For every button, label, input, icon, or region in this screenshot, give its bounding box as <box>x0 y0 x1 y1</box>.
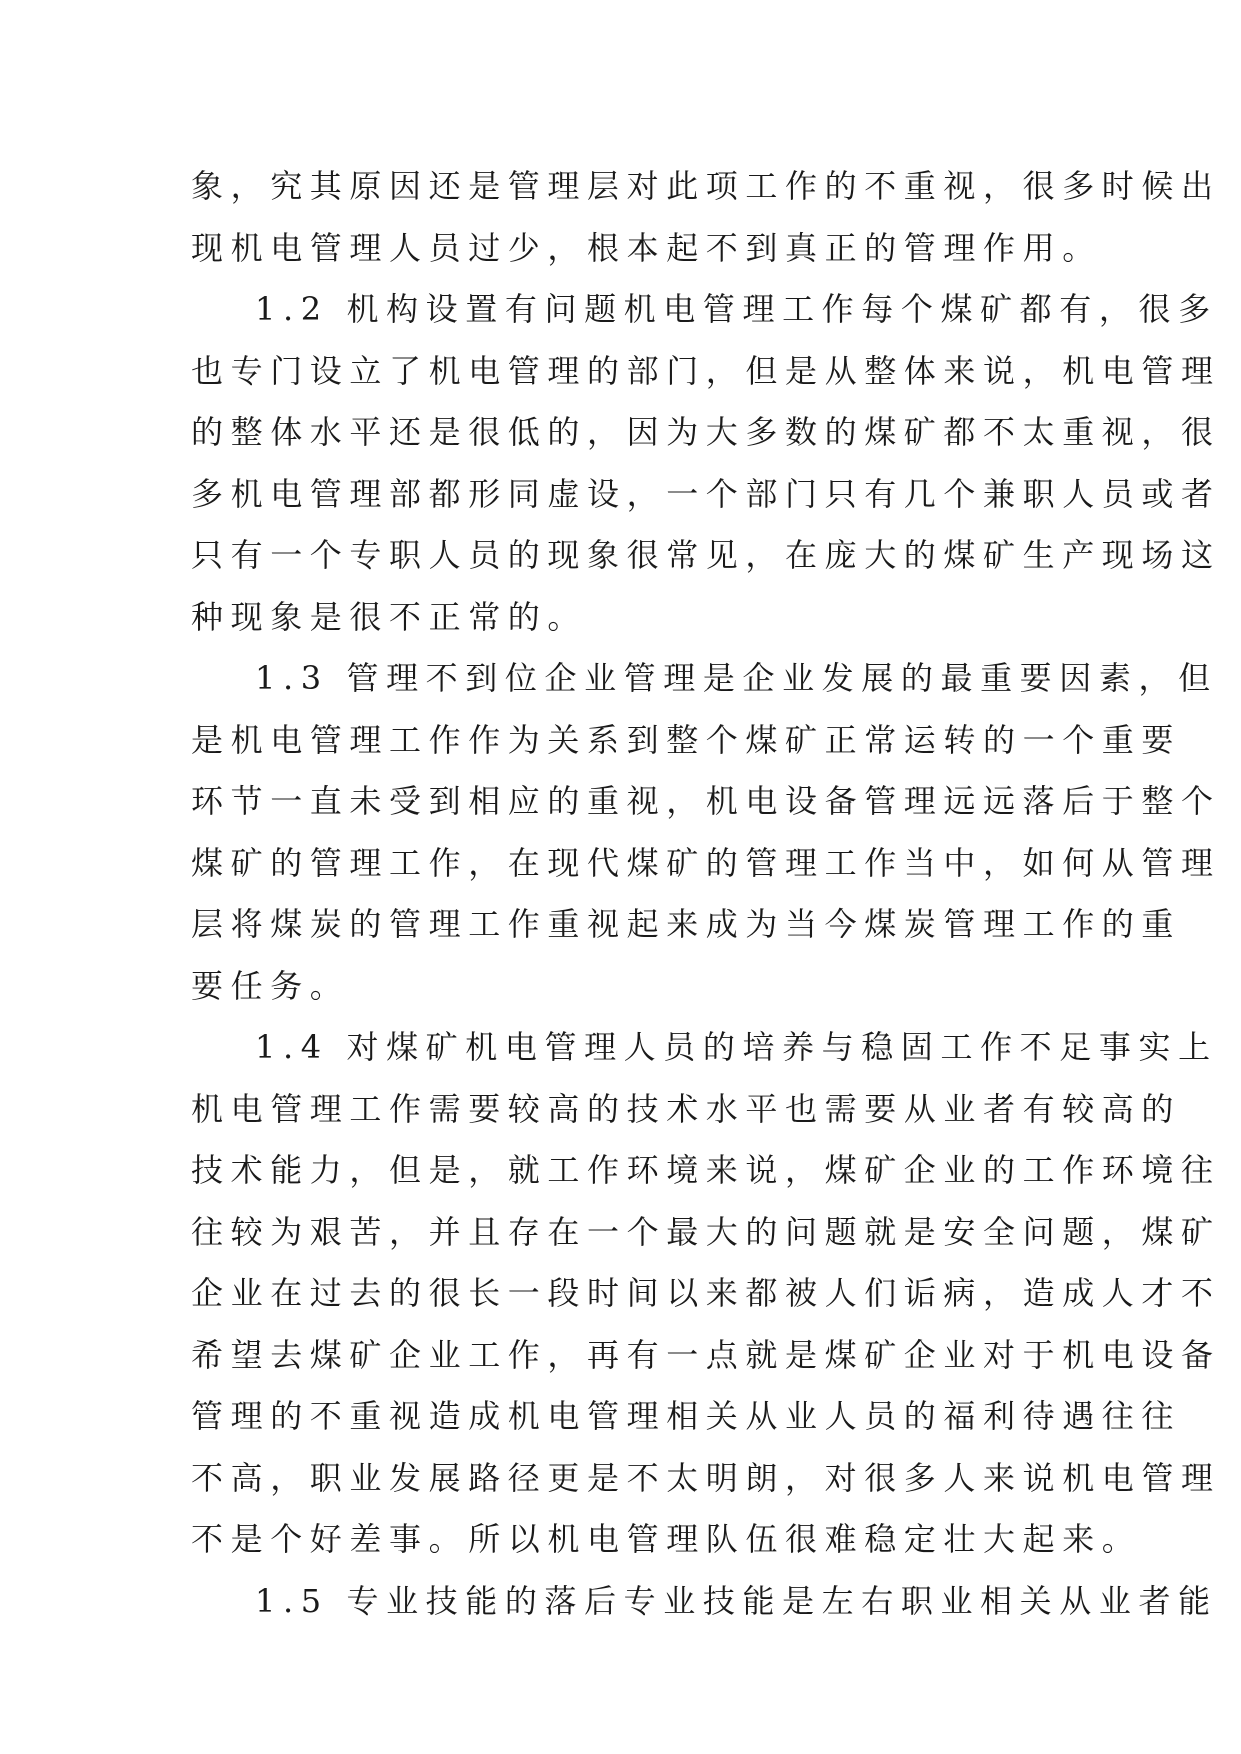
section-1-3-heading-line: 1.3 管理不到位企业管理是企业发展的最重要因素，但 <box>255 659 1218 697</box>
text-line: 象，究其原因还是管理层对此项工作的不重视，很多时候出 <box>191 167 1221 205</box>
text-line: 要任务。 <box>191 966 350 1005</box>
text-line: 机电管理工作需要较高的技术水平也需要从业者有较高的 <box>191 1089 1182 1128</box>
text-line: 企业在过去的很长一段时间以来都被人们诟病，造成人才不 <box>191 1274 1221 1312</box>
text-line: 管理的不重视造成机电管理相关从业人员的福利待遇往往 <box>191 1397 1182 1435</box>
text-line: 多机电管理部都形同虚设，一个部门只有几个兼职人员或者 <box>191 474 1221 513</box>
text-line: 的整体水平还是很低的，因为大多数的煤矿都不太重视，很 <box>191 413 1221 451</box>
text-line: 往较为艰苦，并且存在一个最大的问题就是安全问题，煤矿 <box>191 1212 1221 1251</box>
text-line: 也专门设立了机电管理的部门，但是从整体来说，机电管理 <box>191 351 1221 390</box>
section-1-2-heading-line: 1.2 机构设置有问题机电管理工作每个煤矿都有，很多 <box>255 290 1218 328</box>
section-1-4-heading-line: 1.4 对煤矿机电管理人员的培养与稳固工作不足事实上 <box>255 1028 1218 1066</box>
text-line: 现机电管理人员过少，根本起不到真正的管理作用。 <box>191 228 1102 267</box>
text-line: 不高，职业发展路径更是不太明朗，对很多人来说机电管理 <box>191 1458 1221 1497</box>
text-line: 层将煤炭的管理工作重视起来成为当今煤炭管理工作的重 <box>191 905 1182 943</box>
text-line: 希望去煤矿企业工作，再有一点就是煤矿企业对于机电设备 <box>191 1335 1221 1374</box>
text-line: 环节一直未受到相应的重视，机电设备管理远远落后于整个 <box>191 782 1221 820</box>
text-line: 是机电管理工作作为关系到整个煤矿正常运转的一个重要 <box>191 720 1182 759</box>
text-line: 不是个好差事。所以机电管理队伍很难稳定壮大起来。 <box>191 1520 1142 1558</box>
text-line: 技术能力，但是，就工作环境来说，煤矿企业的工作环境往 <box>191 1151 1221 1189</box>
text-line: 种现象是很不正常的。 <box>191 597 588 636</box>
text-line: 只有一个专职人员的现象很常见，在庞大的煤矿生产现场这 <box>191 536 1221 574</box>
section-1-5-heading-line: 1.5 专业技能的落后专业技能是左右职业相关从业者能 <box>255 1581 1218 1620</box>
body-text <box>191 156 1221 1632</box>
text-line: 煤矿的管理工作，在现代煤矿的管理工作当中，如何从管理 <box>191 843 1221 882</box>
